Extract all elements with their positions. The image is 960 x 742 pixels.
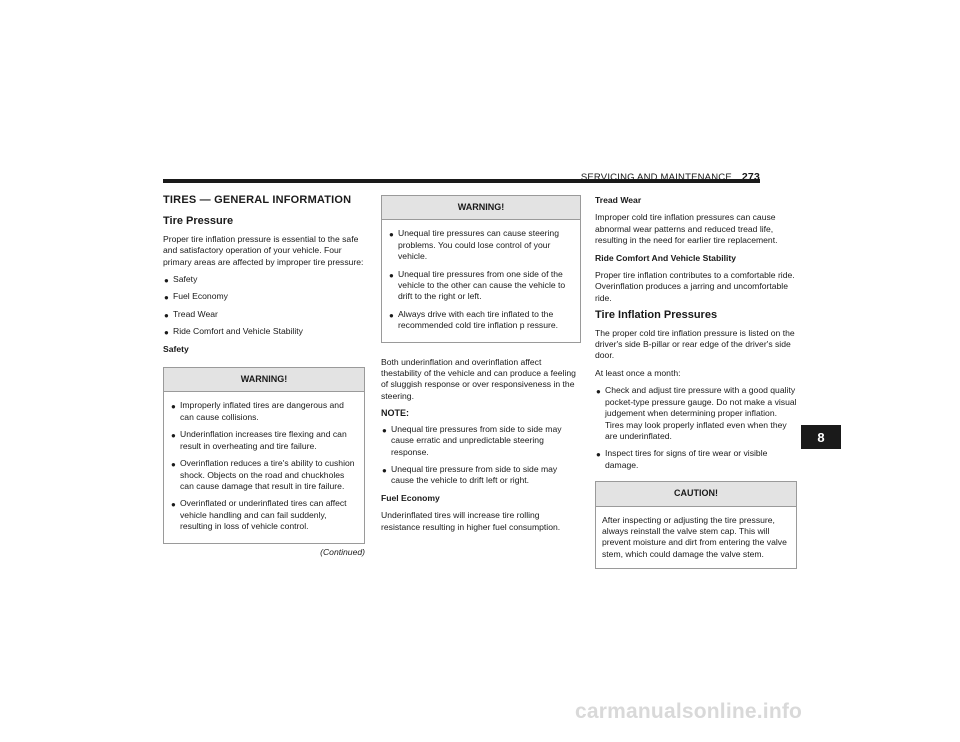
running-header xyxy=(581,171,760,183)
bullet-icon: ● xyxy=(389,270,394,280)
chapter-title: TIRES — GENERAL INFORMATION xyxy=(163,194,352,206)
watermark: carmanualsonline.info xyxy=(575,700,803,723)
column-3 xyxy=(595,195,797,569)
bullet-icon: ● xyxy=(596,450,601,460)
chapter-tab: 8 xyxy=(801,425,841,449)
bullet-icon: ● xyxy=(382,425,387,435)
warning-box xyxy=(381,195,581,343)
list-item: ● Overinflation reduces a tire's ability to cushion shock. Objects on the road and chuckholes can cause damage that result in tire failure. xyxy=(171,458,355,491)
areas-list xyxy=(163,274,365,338)
list-item: ● Ride Comfort and Vehicle Stability xyxy=(164,326,303,338)
note-list xyxy=(381,424,581,487)
caution-box xyxy=(595,481,797,569)
ride-comfort-text: Proper tire inflation contributes to a comfortable ride. Overinflation produces a jarring and uncomfortable ride. xyxy=(595,270,795,303)
bullet-icon: ● xyxy=(171,460,176,470)
bullet-icon: ● xyxy=(164,276,169,286)
monthly-list xyxy=(595,385,797,471)
list-item: ● Unequal tire pressures from one side of the vehicle to the other can cause the vehicle to drift to the right or left. xyxy=(389,268,566,302)
tread-wear-label: Tread Wear xyxy=(595,195,642,205)
inflation-text: The proper cold tire inflation pressure is listed on the driver's side B-pillar or rear edge of the driver's side door. xyxy=(595,327,795,361)
list-item: ● Overinflated or underinflated tires can affect vehicle handling and can fail suddenly, resulting in loss of vehicle control. xyxy=(171,498,347,532)
bullet-icon: ● xyxy=(164,310,169,320)
bullet-icon: ● xyxy=(171,500,176,510)
bullet-icon: ● xyxy=(171,431,176,441)
list-item: ● Inspect tires for signs of tire wear or visible damage. xyxy=(596,448,768,470)
bullet-icon: ● xyxy=(164,293,169,303)
column-2 xyxy=(381,195,581,539)
note-label: NOTE: xyxy=(381,408,409,419)
tire-pressure-heading: Tire Pressure xyxy=(163,215,234,228)
intro-paragraph: Proper tire inflation pressure is essential to the safe and satisfactory operation of your vehicle. Four primary areas are affected by improper tire pressure: xyxy=(163,233,364,267)
ride-comfort-label: Ride Comfort And Vehicle Stability xyxy=(595,252,737,263)
fuel-economy-label: Fuel Economy xyxy=(381,492,440,503)
tread-wear-text: Improper cold tire inflation pressures can cause abnormal wear patterns and reduced tread life, resulting in the need for earlier tire replacement. xyxy=(595,212,778,246)
warning-heading: WARNING! xyxy=(382,196,580,220)
monthly-text: At least once a month: xyxy=(595,367,681,378)
list-item: ● Underinflation increases tire flexing and can result in overheating and tire failure. xyxy=(171,429,347,451)
bullet-icon: ● xyxy=(596,387,601,397)
fuel-economy-text: Underinflated tires will increase tire rolling resistance resulting in higher fuel consumption. xyxy=(381,510,561,532)
bullet-icon: ● xyxy=(389,230,394,240)
list-item: ● Unequal tire pressure from side to side may cause the vehicle to drift left or right. xyxy=(382,463,558,486)
list-item: ● Improperly inflated tires are dangerous and can cause collisions. xyxy=(171,400,344,422)
continued-note: (Continued) xyxy=(320,546,365,557)
page-number: 273 xyxy=(741,171,760,183)
list-item: ● Fuel Economy xyxy=(164,291,228,303)
column-1 xyxy=(163,195,365,558)
safety-label: Safety xyxy=(163,343,189,354)
list-item: ● Tread Wear xyxy=(164,308,218,320)
warning-box xyxy=(163,367,365,543)
bullet-icon: ● xyxy=(382,465,387,475)
inflation-heading: Tire Inflation Pressures xyxy=(595,309,718,322)
caution-text: After inspecting or adjusting the tire pressure, always reinstall the valve stem cap. This will prevent moisture and dirt from entering the valve stem, which could damage the valve stem. xyxy=(602,514,787,559)
list-item: ● Safety xyxy=(164,274,198,286)
list-item: ● Always drive with each tire inflated to the recommended cold tire inflation p ressure. xyxy=(389,308,559,331)
stability-paragraph: Both underinflation and overinflation affect thestability of the vehicle and can produce a feeling of sluggish response or over responsiveness in the steering. xyxy=(381,356,576,401)
warning-heading: WARNING! xyxy=(164,368,364,392)
list-item: ● Unequal tire pressures from side to side may cause erratic and unpredictable steering response. xyxy=(382,423,562,457)
section-title: SERVICING AND MAINTENANCE xyxy=(580,172,732,183)
list-item: ● Unequal tire pressures can cause steering problems. You could lose control of your vehicle. xyxy=(389,228,559,262)
bullet-icon: ● xyxy=(171,402,176,412)
bullet-icon: ● xyxy=(389,310,394,320)
caution-heading: CAUTION! xyxy=(596,482,796,506)
bullet-icon: ● xyxy=(164,328,169,338)
list-item: ● Check and adjust tire pressure with a good quality pocket-type pressure gauge. Do not make a visual judgement when determining proper inflation. Tires may look properly inflated even when they are underinflated. xyxy=(596,385,797,441)
